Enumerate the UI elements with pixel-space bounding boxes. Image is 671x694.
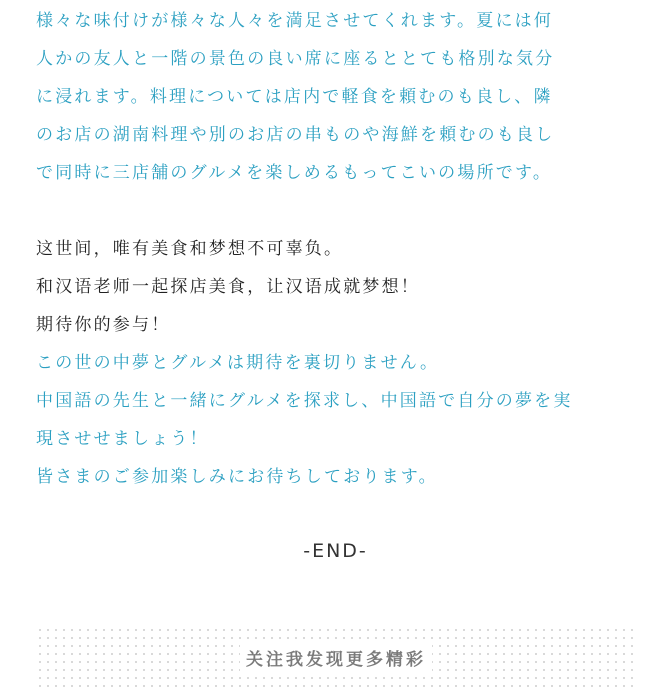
text-line: で同時に三店舗のグルメを楽しめるもってこいの場所です。 [36, 163, 553, 183]
text-line-cn: 和汉语老师一起探店美食，让汉语成就梦想！ [36, 277, 420, 297]
end-marker: -END- [303, 540, 368, 562]
text-line: 様々な味付けが様々な人々を満足させてくれます。夏には何 [36, 11, 554, 31]
text-line-cn: 这世间，唯有美食和梦想不可辜负。 [36, 239, 344, 259]
text-line-jp: この世の中夢とグルメは期待を裏切りません。 [36, 353, 440, 373]
text-line: のお店の湖南料理や別のお店の串ものや海鮮を頼むのも良し [36, 125, 555, 145]
text-line-jp: 現させせましょう！ [36, 429, 209, 449]
closing-paragraph [36, 230, 573, 496]
text-line: 人かの友人と一階の景色の良い席に座るととても格別な気分 [36, 49, 555, 69]
follow-footer-banner[interactable] [36, 626, 636, 690]
paragraph-jp [36, 2, 554, 192]
text-line-cn: 期待你的参与！ [36, 315, 171, 335]
text-line-jp: 皆さまのご参加楽しみにお待ちしております。 [36, 467, 438, 487]
text-line-jp: 中国語の先生と一緒にグルメを探求し、中国語で自分の夢を実 [36, 391, 573, 411]
follow-footer-label[interactable]: 关注我发现更多精彩 [240, 643, 432, 672]
text-line: に浸れます。料理については店内で軽食を頼むのも良し、隣 [36, 87, 553, 107]
